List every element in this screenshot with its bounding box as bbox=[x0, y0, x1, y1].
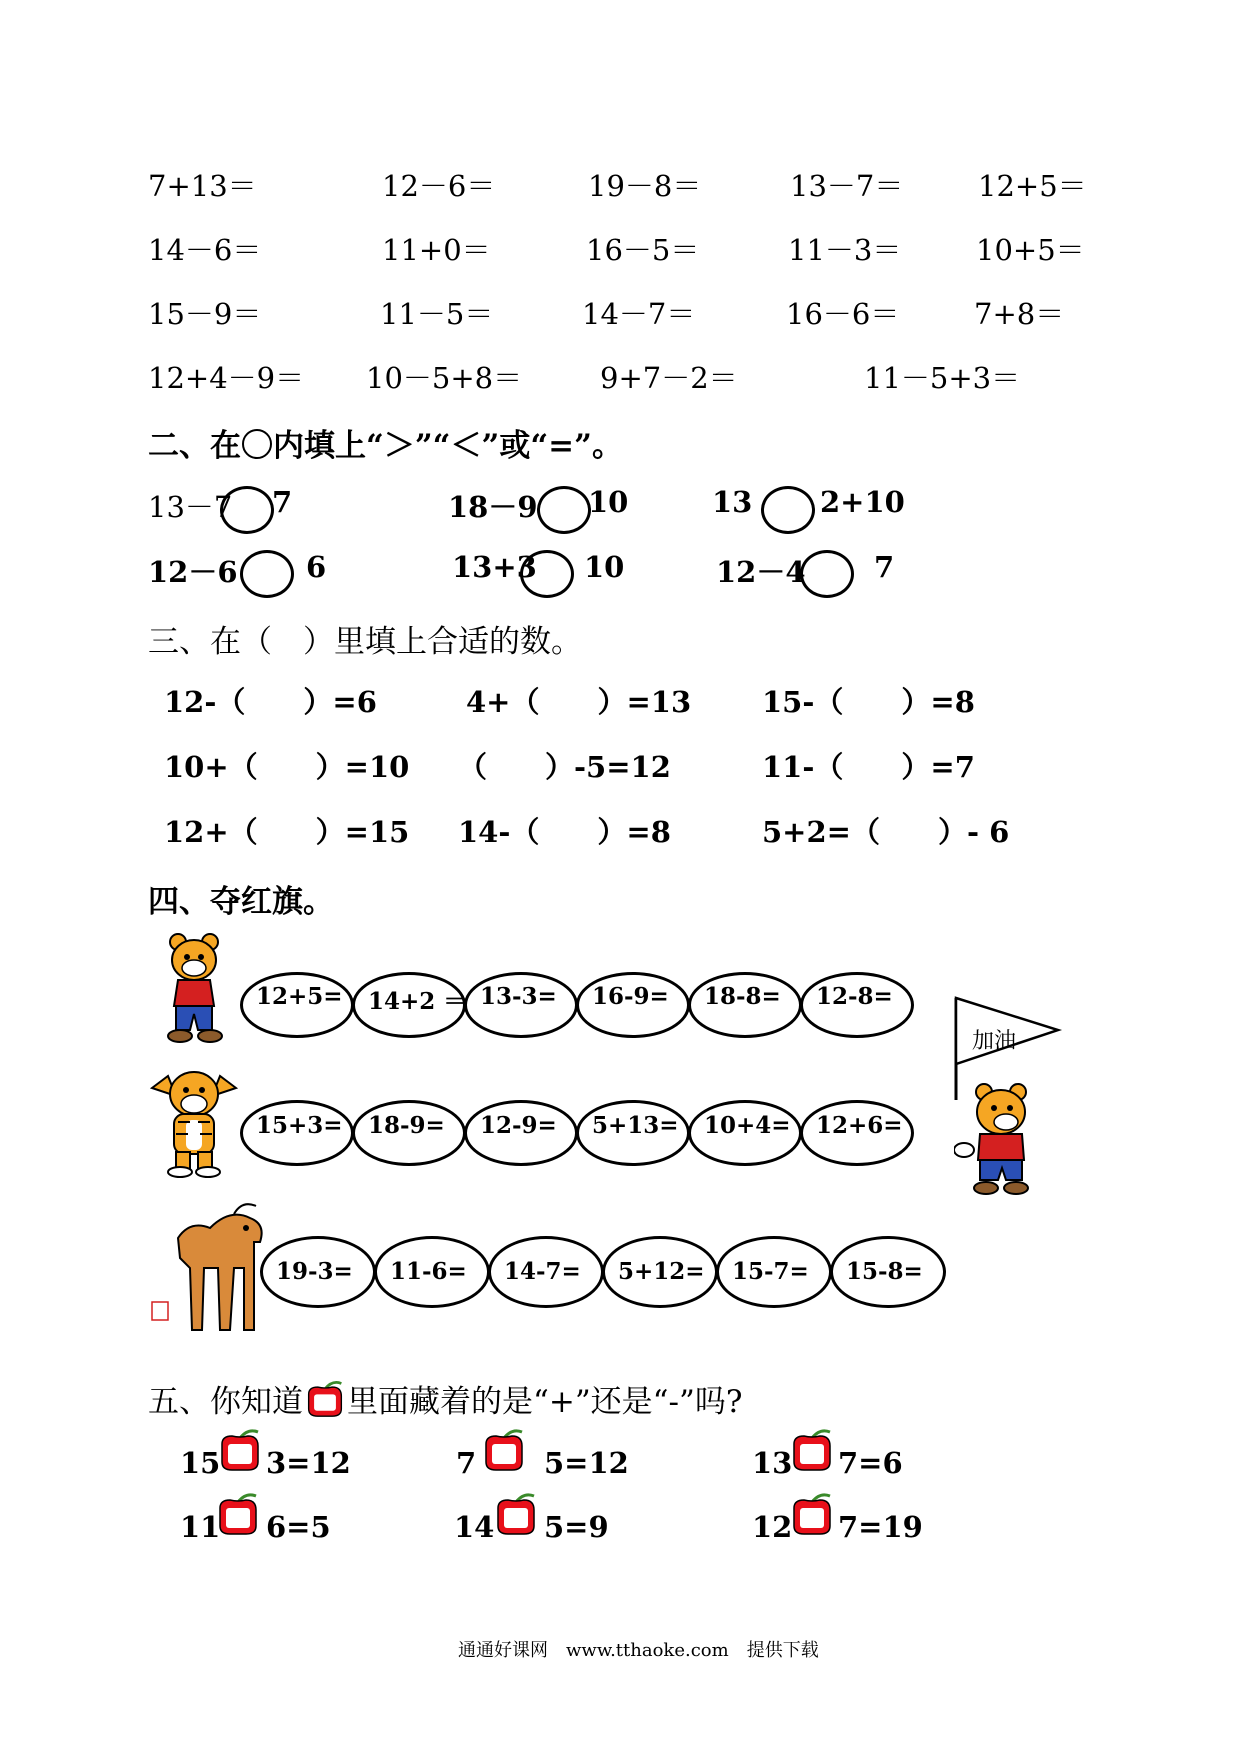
operand-left: 12 bbox=[752, 1510, 793, 1544]
oval-equation: 12+5= bbox=[256, 983, 343, 1010]
fill-equation: 10+（ ）=10 bbox=[164, 750, 410, 784]
tiger-standing-illustration bbox=[158, 930, 234, 1048]
fill-equation: 11-（ ）=7 bbox=[762, 750, 975, 784]
oval-equation: 12-8= bbox=[816, 983, 893, 1010]
equation: 10－5+8＝ bbox=[366, 361, 523, 395]
title-part: 里面藏着的是“+”还是“-”吗? bbox=[347, 1384, 743, 1420]
operand-right: 5=12 bbox=[544, 1446, 629, 1480]
equation: 16－5＝ bbox=[586, 233, 700, 267]
oval-equation: 14-7= bbox=[504, 1258, 581, 1285]
footer-credit: 通通好课网 www.tthaoke.com 提供下载 bbox=[458, 1640, 819, 1661]
operand-right: 6=5 bbox=[266, 1510, 331, 1544]
compare-left: 18－9 bbox=[448, 490, 538, 524]
equation: 11+0＝ bbox=[382, 233, 491, 267]
equation: 7+13＝ bbox=[148, 169, 257, 203]
equation: 16－6＝ bbox=[786, 297, 900, 331]
title-part: 内填上“＞”“＜”或“=”。 bbox=[273, 428, 623, 464]
equation: 19－8＝ bbox=[588, 169, 702, 203]
answer-circle[interactable] bbox=[520, 550, 574, 598]
equation: 10+5＝ bbox=[976, 233, 1085, 267]
camel-figure-illustration bbox=[150, 1198, 274, 1340]
oval-equation: 15-8= bbox=[846, 1258, 923, 1285]
oval-equation: 5+12= bbox=[618, 1258, 705, 1285]
equation: 11－5+3＝ bbox=[864, 361, 1021, 395]
oval-equation: 10+4= bbox=[704, 1112, 791, 1139]
fill-equation: 12+（ ）=15 bbox=[164, 815, 410, 849]
answer-circle[interactable] bbox=[761, 486, 815, 534]
fill-equation: 5+2=（ ）- 6 bbox=[762, 815, 1010, 849]
apple-icon[interactable] bbox=[790, 1426, 834, 1472]
section-2-title bbox=[148, 420, 623, 465]
compare-left: 12－4 bbox=[716, 555, 806, 589]
operand-right: 5=9 bbox=[544, 1510, 609, 1544]
compare-left: 13+3 bbox=[452, 550, 537, 584]
equation: 11－5＝ bbox=[380, 297, 494, 331]
operand-right: 3=12 bbox=[266, 1446, 351, 1480]
compare-left: 13 bbox=[712, 485, 753, 519]
equation: 14－7＝ bbox=[582, 297, 696, 331]
compare-left: 13－7 bbox=[148, 490, 233, 524]
equation: 7+8＝ bbox=[974, 297, 1065, 331]
operand-right: 7=6 bbox=[838, 1446, 903, 1480]
compare-right: 7 bbox=[272, 485, 293, 519]
compare-right: 7 bbox=[874, 550, 895, 584]
equation: 12－6＝ bbox=[382, 169, 496, 203]
oval-equation: 19-3= bbox=[276, 1258, 353, 1285]
answer-circle[interactable] bbox=[800, 550, 854, 598]
equation: 9+7－2＝ bbox=[600, 361, 738, 395]
oval-equation: 15+3= bbox=[256, 1112, 343, 1139]
section-3-title: 三、在（ ）里填上合适的数。 bbox=[148, 624, 582, 660]
apple-icon bbox=[303, 1378, 347, 1418]
fill-equation: （ ）-5=12 bbox=[458, 750, 671, 784]
tiger-flag-bearer-illustration bbox=[954, 1080, 1044, 1198]
title-part: 二、在 bbox=[148, 428, 241, 464]
apple-icon[interactable] bbox=[790, 1490, 834, 1536]
compare-left: 12－6 bbox=[148, 555, 238, 589]
oval-equation: 11-6= bbox=[390, 1258, 467, 1285]
answer-circle[interactable] bbox=[240, 550, 294, 598]
equation: 15－9＝ bbox=[148, 297, 262, 331]
operand-left: 15 bbox=[180, 1446, 221, 1480]
answer-circle[interactable] bbox=[220, 486, 274, 534]
section-5-title bbox=[148, 1376, 742, 1421]
oval-equation: 14+2 ＝ bbox=[368, 988, 467, 1015]
compare-right: 6 bbox=[306, 550, 327, 584]
tiger-cheering-illustration bbox=[146, 1066, 242, 1178]
apple-icon[interactable] bbox=[218, 1426, 262, 1472]
oval-equation: 18-8= bbox=[704, 983, 781, 1010]
equation: 13－7＝ bbox=[790, 169, 904, 203]
operand-left: 13 bbox=[752, 1446, 793, 1480]
operand-left: 7 bbox=[456, 1446, 477, 1480]
answer-circle[interactable] bbox=[537, 486, 591, 534]
apple-icon[interactable] bbox=[494, 1490, 538, 1536]
section-4-title: 四、夺红旗。 bbox=[148, 884, 334, 920]
oval-equation: 13-3= bbox=[480, 983, 557, 1010]
flag-text: 加油 bbox=[972, 1029, 1017, 1054]
apple-icon[interactable] bbox=[482, 1426, 526, 1472]
oval-equation: 18-9= bbox=[368, 1112, 445, 1139]
equation: 14－6＝ bbox=[148, 233, 262, 267]
compare-right: 2+10 bbox=[820, 485, 905, 519]
equation: 12+4－9＝ bbox=[148, 361, 305, 395]
equation: 11－3＝ bbox=[788, 233, 902, 267]
fill-equation: 4+（ ）=13 bbox=[466, 685, 692, 719]
circle-icon bbox=[242, 429, 272, 459]
oval-equation: 15-7= bbox=[732, 1258, 809, 1285]
fill-equation: 14-（ ）=8 bbox=[458, 815, 671, 849]
title-part: 五、你知道 bbox=[148, 1384, 303, 1420]
compare-right: 10 bbox=[584, 550, 625, 584]
oval-equation: 12-9= bbox=[480, 1112, 557, 1139]
compare-right: 10 bbox=[588, 485, 629, 519]
oval-equation: 12+6= bbox=[816, 1112, 903, 1139]
operand-left: 11 bbox=[180, 1510, 221, 1544]
fill-equation: 15-（ ）=8 bbox=[762, 685, 975, 719]
apple-icon[interactable] bbox=[216, 1490, 260, 1536]
oval-equation: 5+13= bbox=[592, 1112, 679, 1139]
operand-right: 7=19 bbox=[838, 1510, 923, 1544]
equation: 12+5＝ bbox=[978, 169, 1087, 203]
fill-equation: 12-（ ）=6 bbox=[164, 685, 377, 719]
oval-equation: 16-9= bbox=[592, 983, 669, 1010]
operand-left: 14 bbox=[454, 1510, 495, 1544]
